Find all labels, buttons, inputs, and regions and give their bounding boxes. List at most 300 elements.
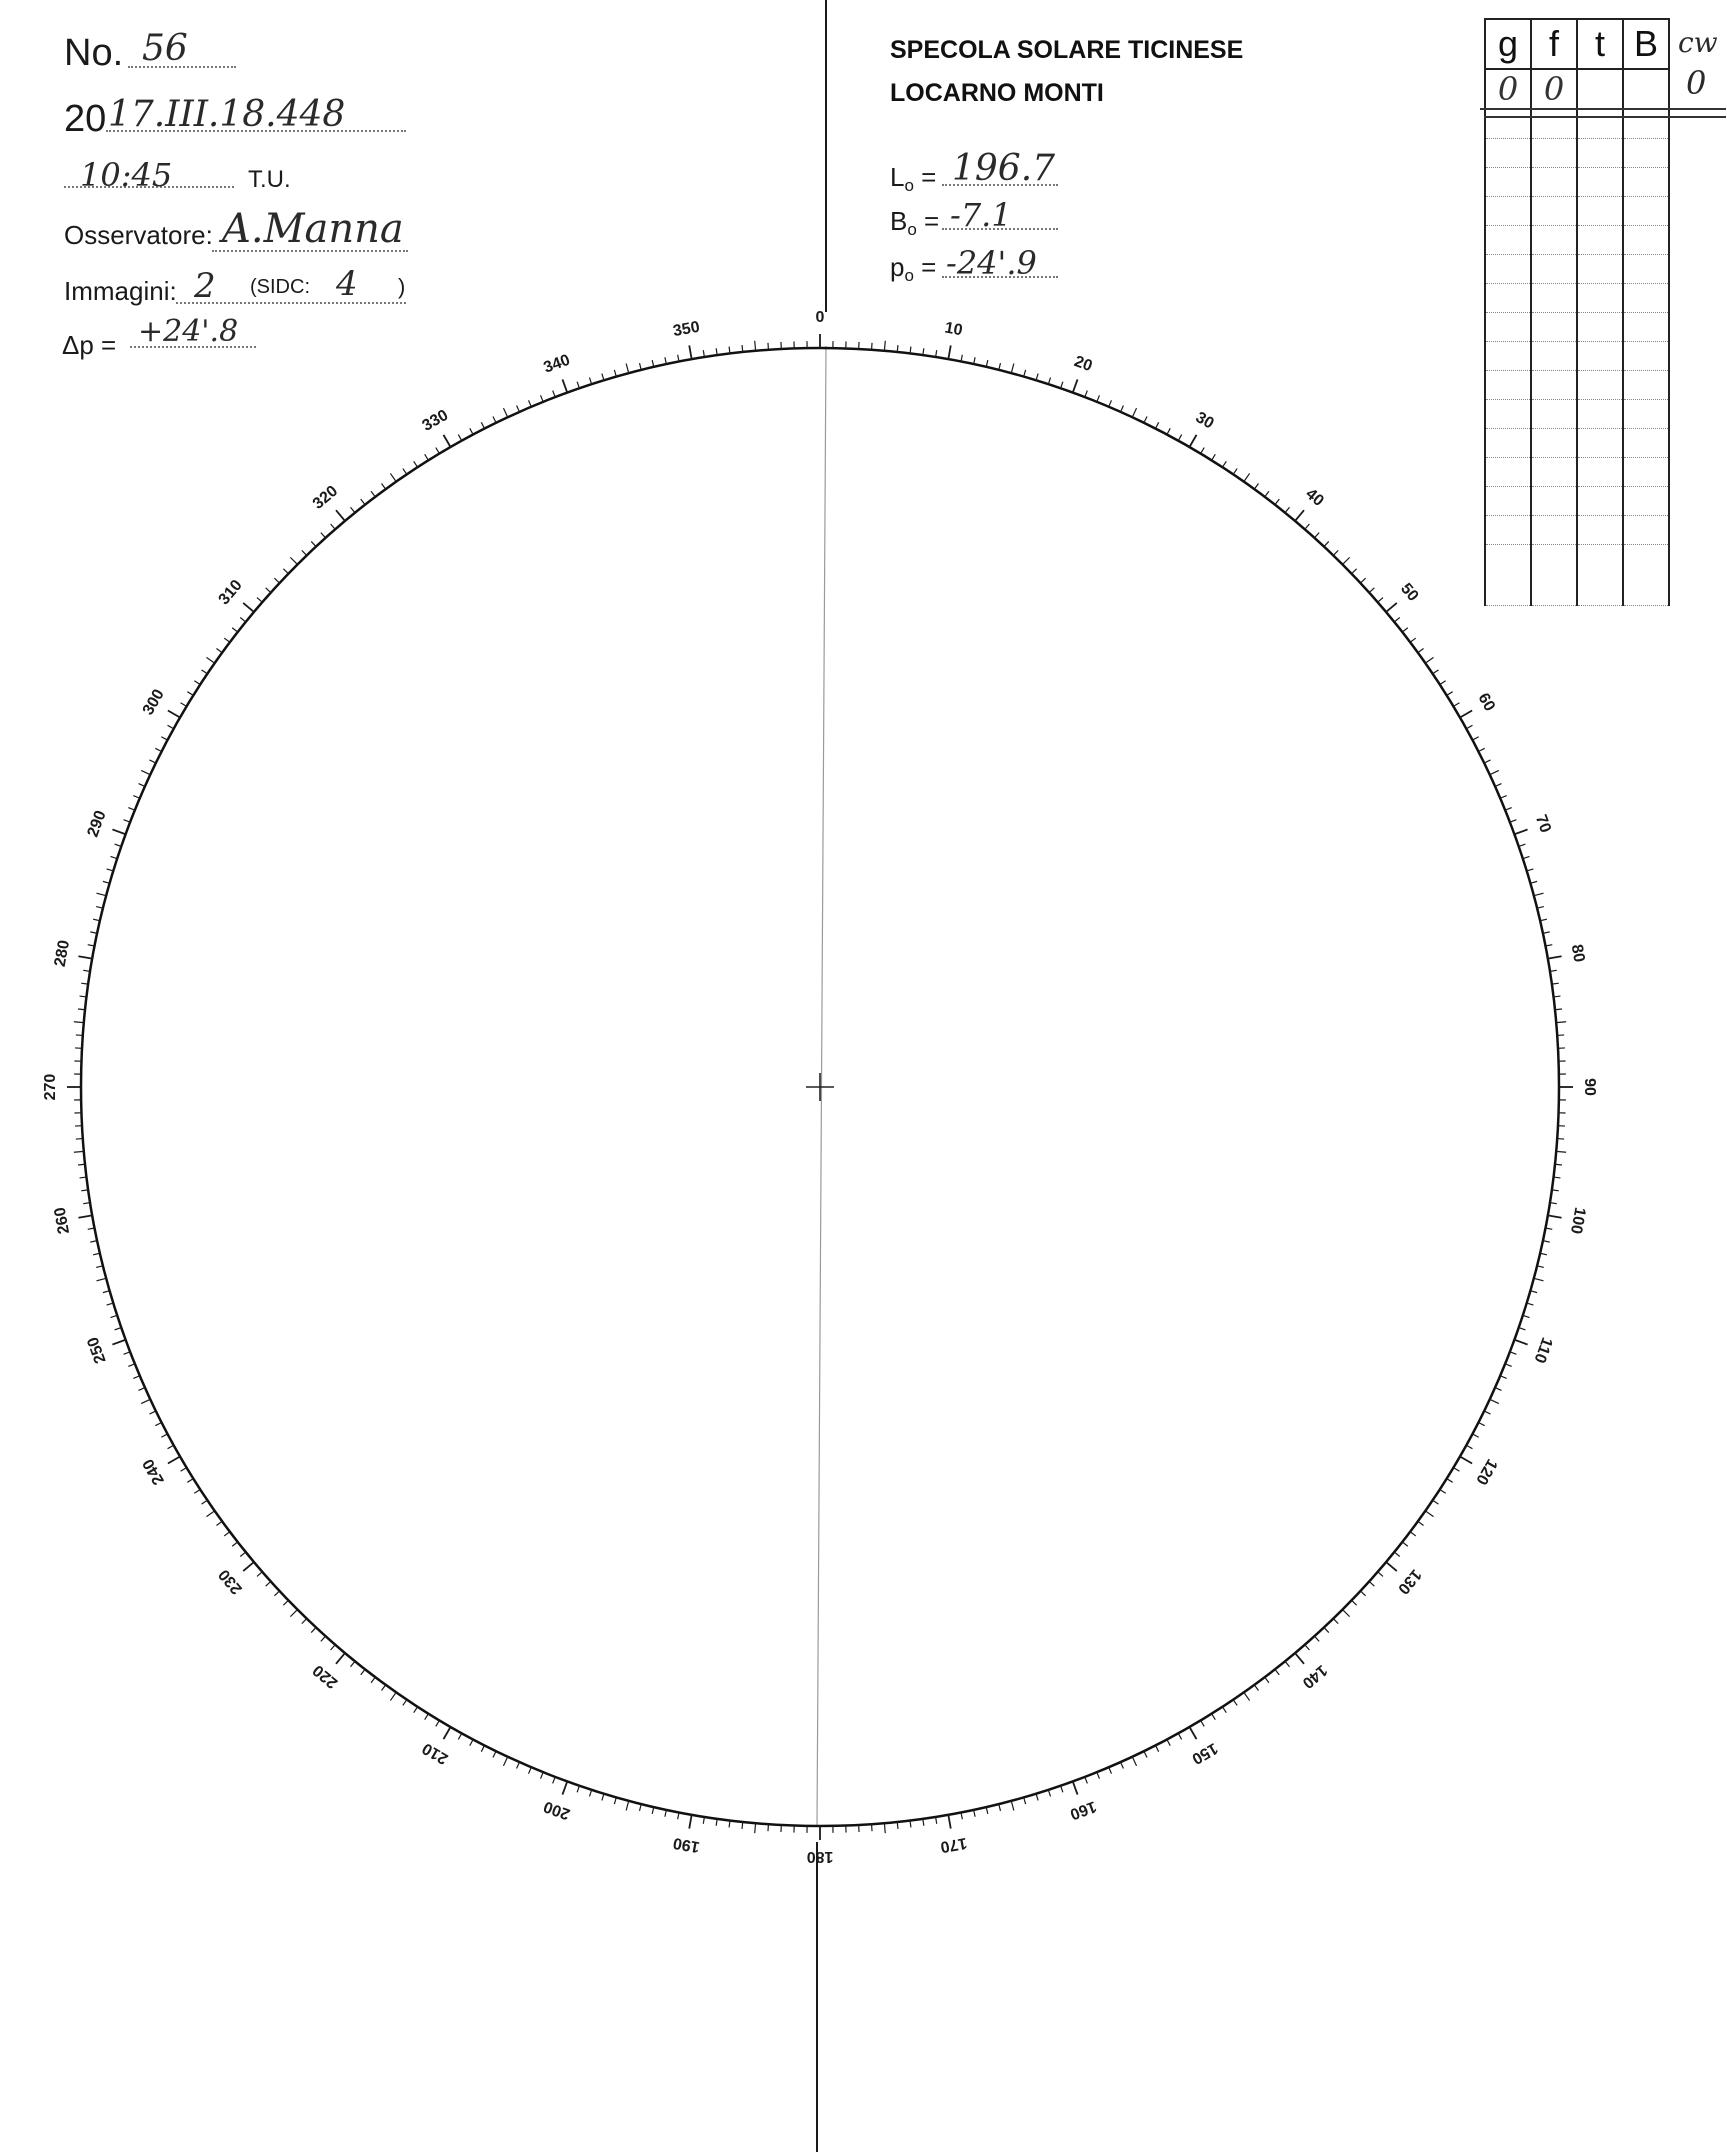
dial-tick [206,657,214,663]
dial-tick [493,416,496,422]
dial-tick [371,491,375,497]
dial-tick [541,1772,544,1778]
dial-tick [266,588,271,593]
dial-tick [382,1685,386,1691]
dial-tick [1386,603,1397,612]
dial-label: 10 [943,319,964,340]
dial-tick [1144,416,1147,422]
dial-tick [1085,391,1088,398]
dial-tick [128,1364,134,1367]
dial-tick [1144,1751,1147,1757]
dial-tick [78,1215,92,1217]
delta-p-label: Δp = [62,330,117,360]
dial-tick [999,1804,1001,1811]
dial-tick [202,1500,208,1504]
dial-tick [652,360,654,367]
dial-tick [128,808,134,811]
dial-label: 320 [309,482,342,513]
dial-tick [1212,454,1216,460]
dial-tick [1523,1315,1530,1317]
dial-tick [78,956,92,958]
sidc-value: 4 [336,264,358,304]
dial-label: 70 [1531,812,1554,836]
dial-tick [1410,638,1416,642]
institution-name: SPECOLA SOLARE TICINESE [890,36,1244,64]
dial-tick [1097,1772,1100,1778]
dial-tick [161,1434,167,1437]
dial-tick [1519,1328,1526,1330]
dial-tick [517,1762,520,1768]
date-value: 17.III.18.448 [108,94,346,135]
dial-tick [1233,1700,1237,1706]
dial-tick [216,649,222,653]
dial-tick [1011,1801,1014,1811]
dial-tick [1109,1767,1112,1773]
dial-tick [194,1489,200,1493]
dial-tick [1167,1739,1170,1745]
dial-tick [986,1807,988,1814]
dial-tick [755,1823,756,1833]
dial-tick [444,435,451,447]
dial-label: 140 [1298,1661,1331,1692]
value-g: 0 [1485,69,1531,109]
dial-tick [414,461,418,467]
dial-tick [1048,1790,1050,1797]
dial-tick [503,1757,507,1766]
dial-tick [425,454,429,460]
dial-tick [1472,737,1478,740]
dial-tick [1109,400,1112,406]
dial-tick [107,1303,114,1305]
dial-label: 0 [815,309,825,327]
dial-tick [1534,893,1544,896]
dial-tick [1201,448,1205,454]
dial-tick [665,1810,666,1817]
dial-tick [1343,1610,1350,1617]
dial-tick [78,1009,85,1010]
dial-tick [1369,1581,1374,1586]
dial-tick [1036,374,1038,381]
dial-tick [553,391,556,398]
dial-tick [283,1600,288,1605]
dial-tick [640,363,642,370]
dial-tick [1132,1757,1136,1766]
dial-label: 240 [139,1455,168,1488]
number-label: No. [64,32,124,74]
dial-label: 270 [42,1073,60,1101]
dial-tick [1556,1151,1566,1152]
dial-tick [1314,1636,1319,1641]
dial-tick [232,1542,238,1546]
side-header-cw: cw [1678,26,1718,59]
dial-tick [124,1352,131,1355]
header-B: B [1623,19,1669,69]
dial-tick [331,1645,336,1650]
dial-tick [1244,1692,1250,1700]
dial-tick [1048,378,1050,385]
images-label: Immagini: [64,276,177,306]
dial-tick [351,507,355,512]
dial-tick [1514,1340,1527,1345]
dial-label: 40 [1302,485,1327,510]
dial-tick [232,628,238,632]
dial-tick [74,1151,84,1152]
dial-tick [1369,588,1374,593]
dial-tick [1484,760,1490,763]
dial-tick [1510,1352,1517,1355]
dial-tick [1527,1303,1534,1305]
dial-tick [481,1745,484,1751]
dial-tick [1222,1707,1226,1713]
dial-tick [382,483,386,489]
dial-tick [1097,395,1100,401]
dial-tick [1275,499,1279,505]
dial-tick [97,893,107,896]
dial-tick [640,1804,642,1811]
param-p-sub: o [904,266,914,285]
dial-tick [1537,907,1544,909]
dial-tick [1447,692,1453,696]
dial-label: 100 [1566,1205,1589,1236]
dial-tick [1324,1627,1329,1632]
dial-label: 110 [1530,1335,1556,1366]
dial-tick [336,510,345,521]
dial-tick [884,1823,885,1833]
dial-tick [1178,1733,1181,1739]
dial-tick [141,1399,150,1403]
dial-tick [517,405,520,411]
dial-tick [1490,1399,1499,1403]
dial-tick [240,1552,245,1556]
dial-tick [948,345,950,359]
dial-tick [403,469,407,475]
dial-tick [371,1677,375,1683]
dial-tick [1061,382,1063,389]
dial-tick [562,1781,567,1794]
dial-tick [481,422,484,428]
dial-tick [216,1521,222,1525]
dial-tick [1447,1479,1453,1483]
dial-tick [115,844,122,846]
dial-tick [243,603,254,612]
sidc-close: ) [398,274,406,299]
dial-tick [1440,681,1446,685]
dial-label: 280 [51,938,74,969]
dial-tick [444,1727,451,1739]
dial-tick [1254,483,1258,489]
dial-tick [138,784,144,787]
dial-tick [90,1241,97,1242]
dial-tick [974,357,975,364]
dial-tick [1352,569,1357,574]
dial-tick [1178,435,1181,441]
dial-tick [243,1562,254,1571]
dial-tick [1402,1542,1408,1546]
dial-tick [541,395,544,401]
dial-tick [1360,578,1365,583]
dial-tick [1453,1468,1459,1472]
dial-tick [458,435,461,441]
dial-tick [1378,1572,1383,1577]
dial-tick [1265,1677,1269,1683]
dial-tick [1540,1253,1547,1255]
dial-tick [436,1720,440,1726]
dial-label: 170 [938,1833,969,1856]
dial-tick [141,770,150,774]
dial-tick [96,1266,103,1268]
dial-tick [149,1411,155,1414]
dial-tick [589,1790,591,1797]
dial-tick [1418,649,1424,653]
dial-tick [274,1591,279,1596]
dial-tick [1061,1786,1063,1793]
dial-tick [626,364,629,374]
dial-tick [602,374,604,381]
dial-tick [112,1340,125,1345]
dial-tick [1036,1794,1038,1801]
dial-label: 50 [1397,580,1422,605]
dial-tick [1519,844,1526,846]
date-prefix: 20 [64,98,107,140]
dial-tick [257,598,262,603]
dial-tick [78,1164,85,1165]
param-B-value: -7.1 [950,196,1012,234]
dial-tick [1295,1653,1304,1664]
dial-tick [1425,657,1433,663]
dial-tick [553,1777,556,1784]
dial-tick [1324,541,1329,546]
dial-tick [986,360,988,367]
dial-tick [111,1315,118,1317]
dial-tick [1527,869,1534,871]
dial-tick [1523,856,1530,858]
observer-label: Osservatore: [64,220,213,250]
dial-tick [1233,469,1237,475]
dial-tick [1254,1685,1258,1691]
dial-tick [96,907,103,909]
dial-label: 210 [419,1739,452,1768]
dial-tick [577,1786,579,1793]
dial-tick [562,379,567,392]
dial-tick [1510,820,1517,823]
dial-tick [425,1714,429,1720]
dial-tick [1314,533,1319,538]
dial-label: 250 [84,1334,110,1366]
dial-tick [577,382,579,389]
dial-tick [1537,1266,1544,1268]
dial-tick [589,378,591,385]
dial-tick [168,1457,180,1464]
dial-tick [266,1581,271,1586]
dial-tick [729,347,730,354]
dial-tick [1073,1781,1078,1794]
dial-tick [257,1572,262,1577]
dial-tick [181,703,187,707]
dial-tick [133,796,139,799]
dial-tick [161,737,167,740]
dial-tick [283,569,288,574]
dial-tick [90,932,97,933]
dial-label: 120 [1472,1455,1501,1488]
dial-tick [331,524,336,529]
dial-tick [168,725,174,728]
dial-tick [1305,524,1310,529]
dial-tick [470,428,473,434]
dial-tick [1460,711,1472,718]
dial-tick [1386,1562,1397,1571]
dial-tick [1484,1411,1490,1414]
dial-tick [1548,1215,1562,1217]
param-L-value: 196.7 [952,148,1056,189]
dial-label: 350 [671,318,702,341]
dial-tick [1433,670,1439,674]
param-L-sub: o [904,176,914,195]
dial-tick [1453,703,1459,707]
dial-tick [1190,435,1197,447]
dial-tick [155,1422,161,1425]
dial-tick [1553,996,1560,997]
dial-tick [1410,1532,1416,1536]
dial-tick [1212,1714,1216,1720]
delta-p-value: +24'.8 [138,314,239,349]
dial-tick [290,557,297,564]
dial-tick [1167,428,1170,434]
dial-tick [93,1253,100,1255]
time-unit: T.U. [248,166,291,193]
dial-tick [1333,550,1338,555]
dial-tick [414,1707,418,1713]
dial-tick [755,341,756,351]
dial-tick [529,1767,532,1773]
dial-tick [74,1022,84,1023]
dial-tick [665,357,666,364]
dial-tick [187,1479,193,1483]
dial-tick [1540,919,1547,921]
dial-tick [311,541,316,546]
dial-tick [290,1610,297,1617]
param-B-letter: B [890,206,908,236]
dial-tick [97,1278,107,1281]
dial-tick [1490,770,1499,774]
dial-tick [1495,784,1501,787]
dial-label: 300 [139,686,168,719]
dial-label: 180 [806,1847,834,1865]
dial-tick [302,1619,307,1624]
dial-tick [187,692,193,696]
dial-tick [999,363,1001,370]
dial-tick [1556,1022,1566,1023]
dial-tick [149,760,155,763]
dial-tick [948,1815,950,1829]
dial-tick [93,919,100,921]
dial-tick [910,1820,911,1827]
dial-tick [1155,422,1158,428]
dial-tick [503,408,507,417]
sidc-label: (SIDC: [250,276,310,298]
dial-tick [884,341,885,351]
dial-tick [111,856,118,858]
dial-tick [1505,1364,1511,1367]
dial-tick [224,638,230,642]
dial-label: 80 [1567,943,1588,964]
dial-label: 190 [671,1833,702,1856]
dial-tick [155,748,161,751]
dial-tick [1155,1745,1158,1751]
dial-tick [1378,598,1383,603]
dial-tick [107,869,114,871]
dial-tick [897,1822,898,1829]
param-L-eq: = [921,162,937,192]
dial-tick [1011,364,1014,374]
dial-tick [1514,829,1527,834]
dial-tick [1244,473,1250,481]
dial-tick [112,829,125,834]
header-t: t [1577,19,1623,69]
dial-tick [974,1810,975,1817]
dial-tick [1500,1376,1506,1379]
dial-label: 30 [1192,408,1217,433]
dial-tick [168,1445,174,1448]
dial-tick [1085,1777,1088,1784]
dial-label: 340 [541,351,573,377]
dial-tick [742,1822,743,1829]
dial-tick [1553,1177,1560,1178]
dial-label: 60 [1474,690,1499,715]
dial-tick [1201,1720,1205,1726]
dial-tick [1343,557,1350,564]
dial-tick [652,1807,654,1814]
dial-label: 20 [1071,353,1095,376]
dial-label: 310 [215,576,246,609]
dial-tick [1440,1489,1446,1493]
dial-tick [1478,748,1484,751]
dial-tick [124,820,131,823]
param-p-eq: = [921,252,937,282]
dial-tick [80,1177,87,1178]
dial-tick [1285,507,1289,512]
dial-tick [390,473,396,481]
dial-tick [1121,405,1124,411]
dial-label: 200 [541,1797,573,1823]
dial-label: 220 [309,1661,342,1692]
dial-tick [1285,1661,1289,1666]
number-value: 56 [142,28,188,69]
dial-tick [1543,1241,1550,1242]
param-B-sub: o [907,220,917,239]
dial-tick [689,345,691,359]
dial-tick [1190,1727,1197,1739]
dial-tick [311,1627,316,1632]
dial-tick [1360,1591,1365,1596]
dial-tick [1352,1600,1357,1605]
dial-tick [133,1376,139,1379]
dial-tick [1132,408,1136,417]
dial-tick [1495,1388,1501,1391]
dial-tick [1425,1511,1433,1517]
dial-tick [194,681,200,685]
dial-tick [1466,725,1472,728]
dial-tick [1534,1278,1544,1281]
dial-tick [1418,1521,1424,1525]
dial-tick [1073,379,1078,392]
dial-tick [897,345,898,352]
dial-tick [321,533,326,538]
dial-label: 130 [1394,1565,1425,1598]
param-p-value: -24'.9 [946,244,1037,282]
dial-tick [1394,1552,1399,1556]
value-f: 0 [1531,69,1577,109]
dial-tick [1543,932,1550,933]
